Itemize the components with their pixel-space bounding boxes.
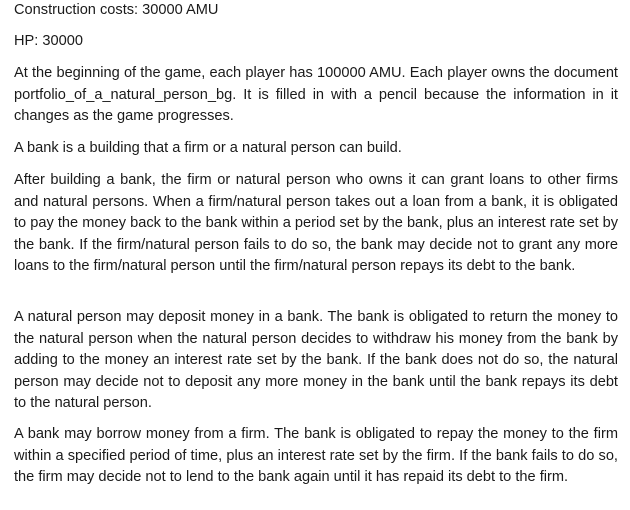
paragraph-bank-deposits: A natural person may deposit money in a bank. The bank is obligated to return the money to the natural person when the natural person decides to withdraw his money from the bank by adding to the money an interest rate set by the bank. If the bank does not do so, the natural person may decide not to deposit any more money in the bank until the bank repays its debt to the natural person. — [14, 309, 618, 411]
hp-line: HP: 30000 — [14, 33, 83, 49]
paragraph-bank-definition: A bank is a building that a firm or a natural person can build. — [14, 140, 402, 156]
construction-costs-line: Construction costs: 30000 AMU — [14, 2, 219, 18]
paragraph-starting-funds: At the beginning of the game, each player has 100000 AMU. Each player owns the document portfolio_of_a_natural_person_bg. It is filled in with a pencil because the information in it changes as the game progresses. — [14, 65, 618, 124]
paragraph-bank-borrowing: A bank may borrow money from a firm. The bank is obligated to repay the money to the firm within a specified period of time, plus an interest rate set by the firm. If the bank fails to do so, the firm may decide not to lend to the bank again until it has repaid its debt to the firm. — [14, 426, 618, 485]
paragraph-bank-loans: After building a bank, the firm or natural person who owns it can grant loans to other firms and natural persons. When a firm/natural person takes out a loan from a bank, it is obligated to pay the money back to the bank within a period set by the bank, plus an interest rate set by the bank. If the firm/natural person fails to do so, the bank may decide not to grant any more loans to the firm/natural person until the firm/natural person repays its debt to the bank. — [14, 172, 618, 274]
